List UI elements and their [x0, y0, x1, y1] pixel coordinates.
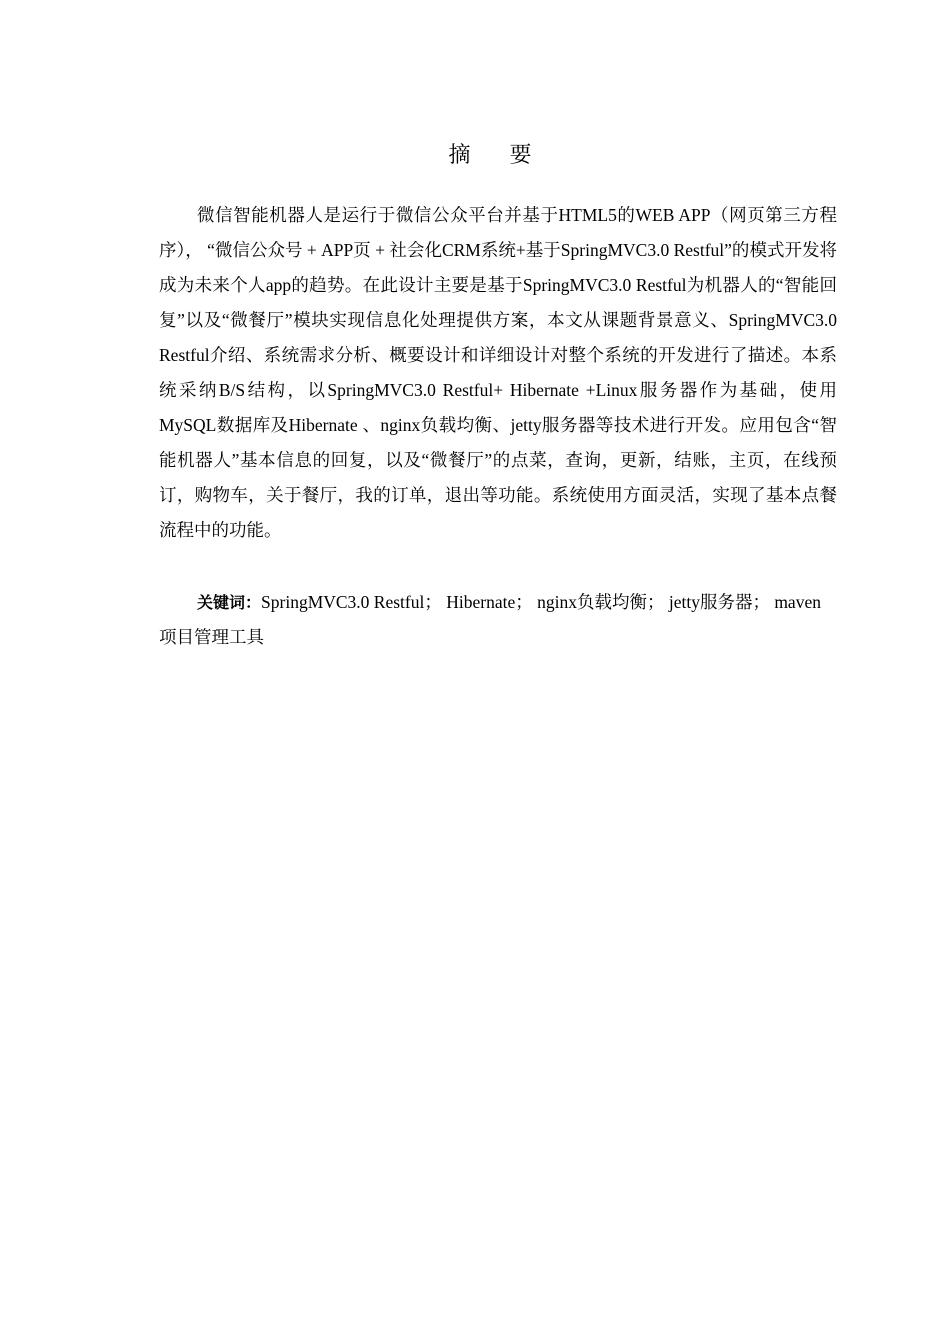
abstract-title: 摘 要 — [448, 143, 548, 168]
keywords-line — [159, 585, 837, 654]
keywords-text: SpringMVC3.0 Restful； Hibernate； nginx负载均衡； jetty服务器； maven项目管理工具 — [159, 592, 821, 647]
keywords-label: 关键词： — [197, 593, 262, 612]
abstract-paragraph: 微信智能机器人是运行于微信公众平台并基于HTML5的WEB APP（网页第三方程序）， “微信公众号 + APP页 + 社会化CRM系统+基于SpringMVC3.0 Restful”的模式开发将成为未来个人app的趋势。在此设计主要是基于SpringMVC3.0 Restful为机器人的“智能回复”以及“微餐厅”模块实现信息化处理提供方案，本文从课题背景意义、SpringMVC3.0 Restful介绍、系统需求分析、概要设计和详细设计对整个系统的开发进行了描述。本系统采纳B/S结构，以SpringMVC3.0 Restful+ Hibernate +Linux服务器作为基础，使用MySQL数据库及Hibernate 、nginx负载均衡、jetty服务器等技术进行开发。应用包含“智能机器人”基本信息的回复，以及“微餐厅”的点菜，查询，更新，结账，主页，在线预订，购物车，关于餐厅，我的订单，退出等功能。系统使用方面灵活，实现了基本点餐流程中的功能。 — [159, 205, 837, 540]
